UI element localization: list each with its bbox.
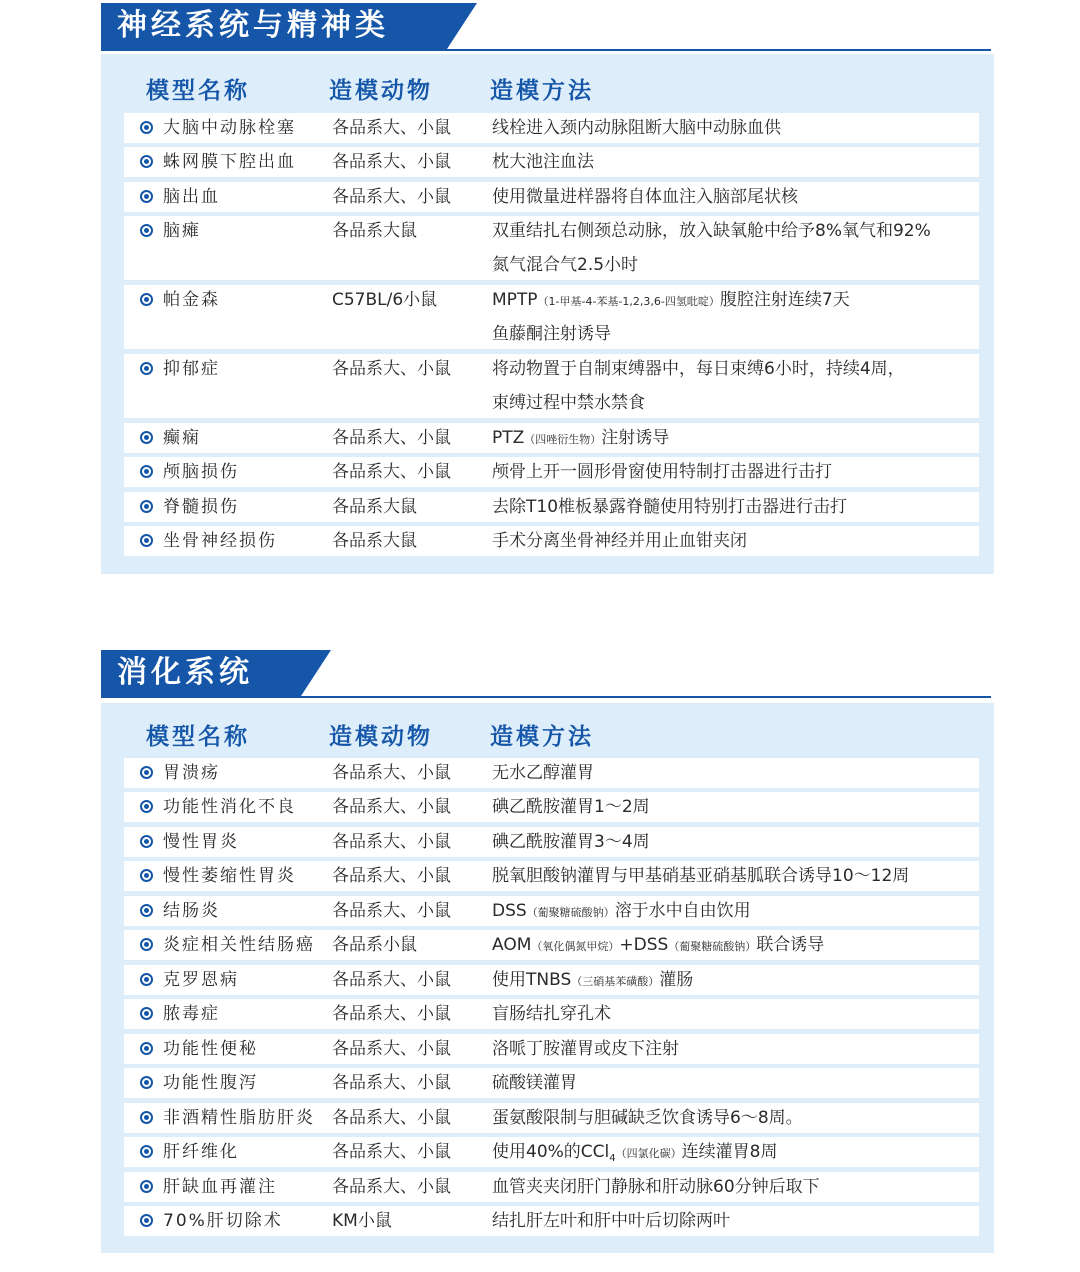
section-title: 消化系统 xyxy=(101,650,301,696)
model-name: 肝缺血再灌注 xyxy=(163,1177,277,1197)
table-row xyxy=(124,1068,979,1098)
model-method-line2: 束缚过程中禁水禁食 xyxy=(492,393,645,413)
bullet-icon xyxy=(140,431,153,444)
bullet-icon xyxy=(140,1076,153,1089)
model-method-line2: 氮气混合气2.5小时 xyxy=(492,255,639,275)
model-name: 非酒精性脂肪肝炎 xyxy=(163,1108,315,1128)
table-row xyxy=(124,861,979,891)
method-text: 腹腔注射连续7天 xyxy=(719,290,850,310)
section-divider xyxy=(101,696,991,698)
model-animal: 各品系大、小鼠 xyxy=(332,1039,451,1059)
bullet-icon xyxy=(140,800,153,813)
model-animal: 各品系大、小鼠 xyxy=(332,1108,451,1128)
model-name: 功能性腹泻 xyxy=(163,1073,258,1093)
bullet-icon xyxy=(140,224,153,237)
section-divider xyxy=(101,49,991,51)
bullet-icon xyxy=(140,465,153,478)
model-animal: 各品系大、小鼠 xyxy=(332,763,451,783)
model-name: 蛛网膜下腔出血 xyxy=(163,152,296,172)
table-row xyxy=(124,999,979,1029)
model-method: 结扎肝左叶和肝中叶后切除两叶 xyxy=(492,1211,730,1231)
model-name: 帕金森 xyxy=(163,290,220,310)
model-name: 颅脑损伤 xyxy=(163,462,239,482)
table-row xyxy=(124,792,979,822)
model-method: 盲肠结扎穿孔术 xyxy=(492,1004,611,1024)
table-row xyxy=(124,1103,979,1133)
model-animal: 各品系大、小鼠 xyxy=(332,118,451,138)
model-name: 胃溃疡 xyxy=(163,763,220,783)
model-name: 脊髓损伤 xyxy=(163,497,239,517)
table-row xyxy=(124,758,979,788)
column-header-name: 模型名称 xyxy=(146,724,250,750)
model-name: 脑出血 xyxy=(163,187,220,207)
model-name: 肝纤维化 xyxy=(163,1142,239,1162)
table-row xyxy=(124,965,979,995)
model-name: 功能性消化不良 xyxy=(163,797,296,817)
model-method xyxy=(492,965,693,997)
model-method xyxy=(492,1137,777,1174)
method-note: （葡聚糖硫酸钠） xyxy=(668,940,757,953)
bullet-icon xyxy=(140,1007,153,1020)
method-note: （四氯化碳） xyxy=(615,1147,682,1160)
method-text: PTZ xyxy=(492,428,525,448)
column-header-animal: 造模动物 xyxy=(329,78,433,104)
model-name: 70%肝切除术 xyxy=(163,1211,283,1231)
column-header-animal: 造模动物 xyxy=(329,724,433,750)
bullet-icon xyxy=(140,1145,153,1158)
model-name: 炎症相关性结肠癌 xyxy=(163,935,315,955)
table-row xyxy=(124,930,979,960)
model-animal: 各品系大、小鼠 xyxy=(332,797,451,817)
model-name: 慢性胃炎 xyxy=(163,832,239,852)
model-animal: 各品系大鼠 xyxy=(332,497,417,517)
model-method xyxy=(492,423,669,455)
column-header-name: 模型名称 xyxy=(146,78,250,104)
table-row xyxy=(124,492,979,522)
bullet-icon xyxy=(140,973,153,986)
model-method: 洛哌丁胺灌胃或皮下注射 xyxy=(492,1039,679,1059)
model-method-line2: 鱼藤酮注射诱导 xyxy=(492,324,611,344)
model-method: 将动物置于自制束缚器中，每日束缚6小时，持续4周， xyxy=(492,359,905,379)
model-table xyxy=(101,703,994,1253)
bullet-icon xyxy=(140,869,153,882)
method-note: （三硝基苯磺酸） xyxy=(571,975,660,988)
model-animal: 各品系大、小鼠 xyxy=(332,428,451,448)
model-animal: 各品系大鼠 xyxy=(332,531,417,551)
method-subscript: 4 xyxy=(609,1153,616,1164)
bullet-icon xyxy=(140,190,153,203)
method-text: 灌肠 xyxy=(659,970,694,990)
column-header-method: 造模方法 xyxy=(490,724,594,750)
model-animal: 各品系大、小鼠 xyxy=(332,1073,451,1093)
table-row xyxy=(124,1206,979,1236)
method-note: （葡聚糖硫酸钠） xyxy=(526,906,615,919)
model-method xyxy=(492,930,824,962)
bullet-icon xyxy=(140,293,153,306)
method-text: 溶于水中自由饮用 xyxy=(614,901,751,921)
model-method: 使用微量进样器将自体血注入脑部尾状核 xyxy=(492,187,798,207)
model-animal: 各品系大鼠 xyxy=(332,221,417,241)
bullet-icon xyxy=(140,500,153,513)
method-text: MPTP xyxy=(492,290,538,310)
model-name: 脑瘫 xyxy=(163,221,201,241)
table-row xyxy=(124,896,979,926)
model-method: 硫酸镁灌胃 xyxy=(492,1073,577,1093)
table-row xyxy=(124,1137,979,1167)
model-animal: 各品系大、小鼠 xyxy=(332,1004,451,1024)
model-method: 手术分离坐骨神经并用止血钳夹闭 xyxy=(492,531,747,551)
model-animal: KM小鼠 xyxy=(332,1211,392,1231)
method-text: 使用40%的CCl xyxy=(492,1142,610,1162)
bullet-icon xyxy=(140,534,153,547)
table-row xyxy=(124,457,979,487)
section-title: 神经系统与精神类 xyxy=(101,3,447,49)
model-animal: 各品系大、小鼠 xyxy=(332,901,451,921)
model-name: 克罗恩病 xyxy=(163,970,239,990)
table-row xyxy=(124,182,979,212)
method-text: 使用TNBS xyxy=(492,970,572,990)
bullet-icon xyxy=(140,1042,153,1055)
model-name: 坐骨神经损伤 xyxy=(163,531,277,551)
model-name: 癫痫 xyxy=(163,428,201,448)
table-row xyxy=(124,526,979,556)
model-method: 线栓进入颈内动脉阻断大脑中动脉血供 xyxy=(492,118,781,138)
method-note: （1-甲基-4-苯基-1,2,3,6-四氢吡啶） xyxy=(537,295,720,308)
bullet-icon xyxy=(140,1111,153,1124)
method-text: 联合诱导 xyxy=(756,935,825,955)
method-note: （氧化偶氮甲烷） xyxy=(531,940,620,953)
model-method: 枕大池注血法 xyxy=(492,152,594,172)
table-row xyxy=(124,1172,979,1202)
bullet-icon xyxy=(140,155,153,168)
model-method: 去除T10椎板暴露脊髓使用特别打击器进行击打 xyxy=(492,497,848,517)
bullet-icon xyxy=(140,1214,153,1227)
model-name: 结肠炎 xyxy=(163,901,220,921)
table-row xyxy=(124,1034,979,1064)
table-row xyxy=(124,423,979,453)
model-table xyxy=(101,54,994,574)
bullet-icon xyxy=(140,835,153,848)
model-animal: 各品系大、小鼠 xyxy=(332,1177,451,1197)
bullet-icon xyxy=(140,362,153,375)
model-method: 血管夹夹闭肝门静脉和肝动脉60分钟后取下 xyxy=(492,1177,820,1197)
table-row xyxy=(124,216,979,280)
model-name: 抑郁症 xyxy=(163,359,220,379)
model-name: 慢性萎缩性胃炎 xyxy=(163,866,296,886)
model-name: 脓毒症 xyxy=(163,1004,220,1024)
model-method: 碘乙酰胺灌胃1～2周 xyxy=(492,797,650,817)
method-text: DSS xyxy=(492,901,527,921)
table-row xyxy=(124,285,979,349)
model-animal: 各品系大、小鼠 xyxy=(332,187,451,207)
table-row xyxy=(124,113,979,143)
method-note: （四唑衍生物） xyxy=(524,433,602,446)
model-animal: 各品系大、小鼠 xyxy=(332,1142,451,1162)
table-row xyxy=(124,147,979,177)
model-method: 颅骨上开一圆形骨窗使用特制打击器进行击打 xyxy=(492,462,832,482)
model-method: 无水乙醇灌胃 xyxy=(492,763,594,783)
model-method: 碘乙酰胺灌胃3～4周 xyxy=(492,832,650,852)
method-text: 注射诱导 xyxy=(601,428,670,448)
model-animal: 各品系大、小鼠 xyxy=(332,832,451,852)
bullet-icon xyxy=(140,766,153,779)
bullet-icon xyxy=(140,1180,153,1193)
model-method xyxy=(492,285,850,317)
bullet-icon xyxy=(140,904,153,917)
model-method: 脱氧胆酸钠灌胃与甲基硝基亚硝基胍联合诱导10～12周 xyxy=(492,866,910,886)
model-animal: 各品系小鼠 xyxy=(332,935,417,955)
model-name: 大脑中动脉栓塞 xyxy=(163,118,296,138)
model-animal: 各品系大、小鼠 xyxy=(332,462,451,482)
method-text: +DSS xyxy=(619,935,669,955)
table-row xyxy=(124,354,979,418)
model-name: 功能性便秘 xyxy=(163,1039,258,1059)
bullet-icon xyxy=(140,121,153,134)
model-animal: 各品系大、小鼠 xyxy=(332,359,451,379)
model-animal: C57BL/6小鼠 xyxy=(332,290,438,310)
method-text: AOM xyxy=(492,935,532,955)
model-animal: 各品系大、小鼠 xyxy=(332,970,451,990)
method-text: 连续灌胃8周 xyxy=(681,1142,778,1162)
column-header-method: 造模方法 xyxy=(490,78,594,104)
model-method xyxy=(492,896,751,928)
model-method: 双重结扎右侧颈总动脉，放入缺氧舱中给予8%氧气和92% xyxy=(492,221,931,241)
model-animal: 各品系大、小鼠 xyxy=(332,866,451,886)
model-method: 蛋氨酸限制与胆碱缺乏饮食诱导6～8周。 xyxy=(492,1108,803,1128)
model-animal: 各品系大、小鼠 xyxy=(332,152,451,172)
bullet-icon xyxy=(140,938,153,951)
table-row xyxy=(124,827,979,857)
